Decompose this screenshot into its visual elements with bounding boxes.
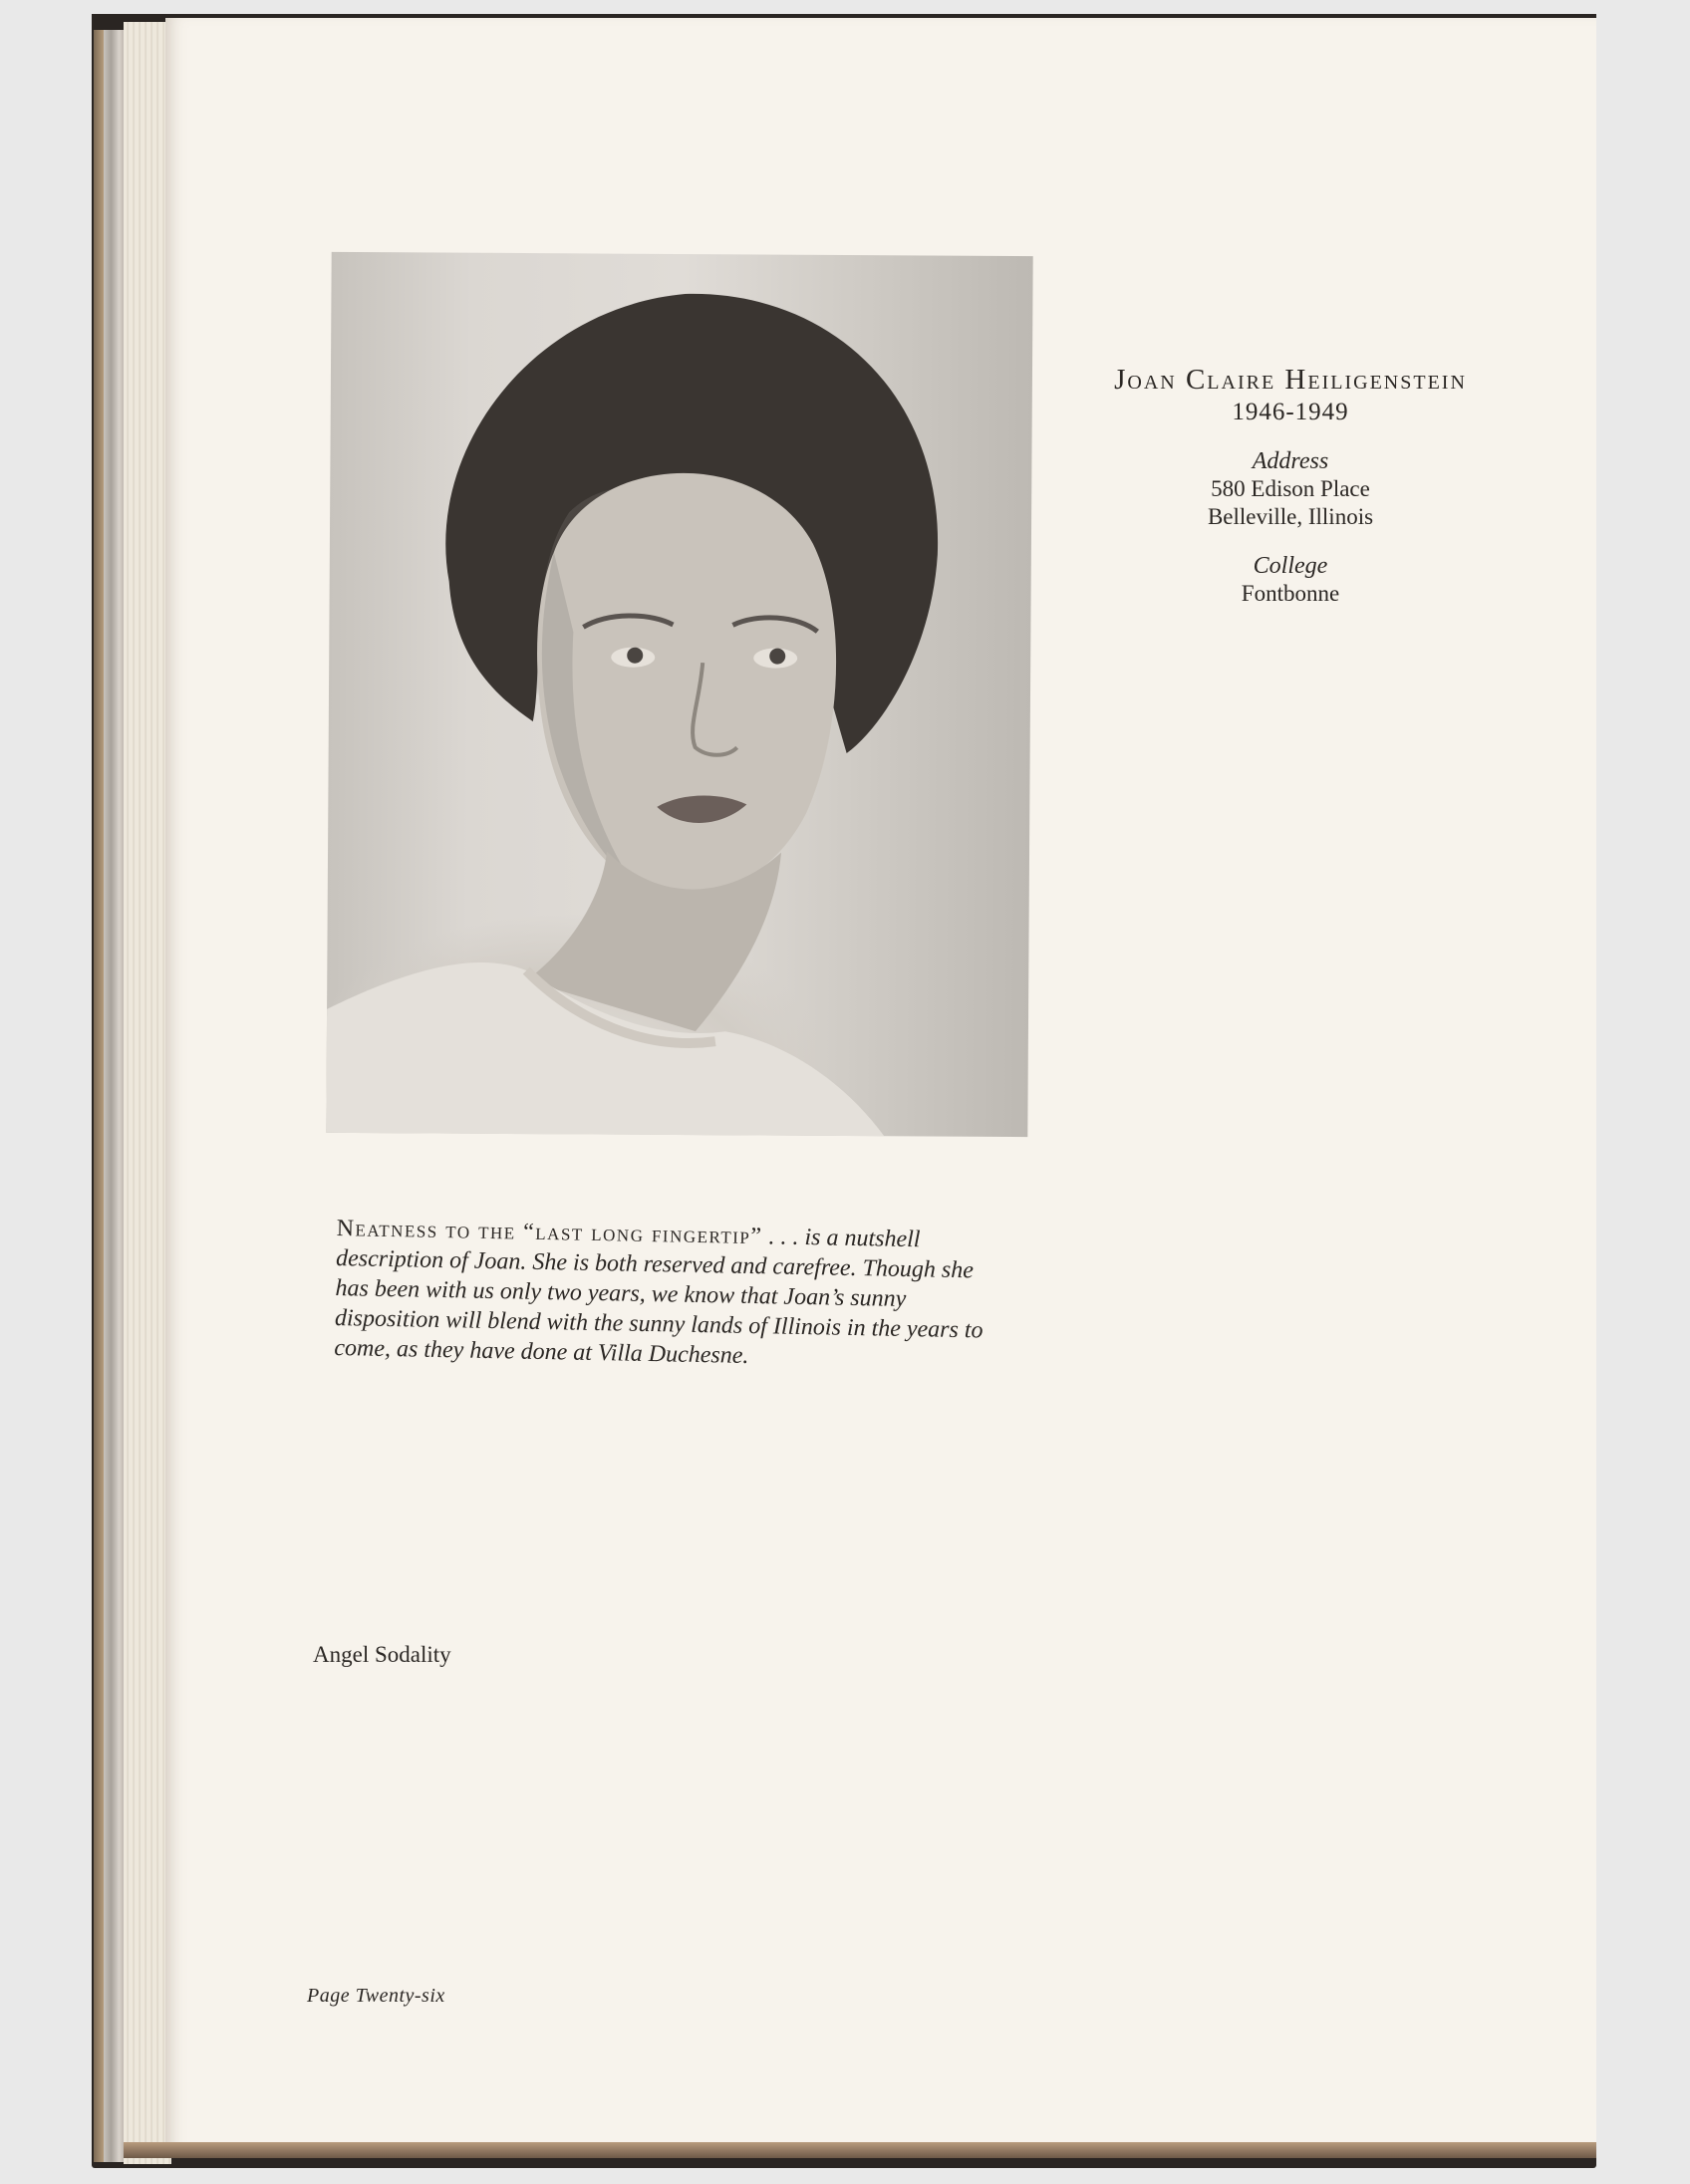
description-paragraph bbox=[334, 1214, 994, 1376]
address-label: Address bbox=[1252, 448, 1329, 474]
page-number: Page Twenty-six bbox=[307, 1985, 445, 2007]
student-info bbox=[1056, 364, 1525, 608]
portrait-illustration bbox=[326, 252, 1032, 1137]
face bbox=[536, 472, 838, 896]
left-iris bbox=[627, 648, 643, 664]
page-stack bbox=[124, 22, 171, 2164]
bottom-edge bbox=[124, 2142, 1596, 2158]
college-label: College bbox=[1253, 553, 1328, 579]
activities: Angel Sodality bbox=[313, 1642, 451, 1667]
description-body: . . . is a nutshell description of Joan. She is both reserved and carefree. Though she has been with us only two years, we know that Joan’s sunny disposition will blend with the sunny lands of Illinois in the years to come, as they have done at Villa Duchesne. bbox=[334, 1224, 984, 1369]
address-line-1: 580 Edison Place bbox=[1211, 476, 1370, 501]
address-line-2: Belleville, Illinois bbox=[1207, 504, 1374, 529]
student-name: Joan Claire Heiligenstein bbox=[1114, 364, 1467, 396]
portrait-photo bbox=[326, 252, 1032, 1137]
right-iris bbox=[769, 649, 785, 665]
description-lead: Neatness to the “last long fingertip” bbox=[336, 1215, 763, 1250]
class-years: 1946-1949 bbox=[1232, 399, 1349, 425]
book-cover-strip bbox=[94, 30, 104, 2162]
college-name: Fontbonne bbox=[1241, 581, 1340, 606]
